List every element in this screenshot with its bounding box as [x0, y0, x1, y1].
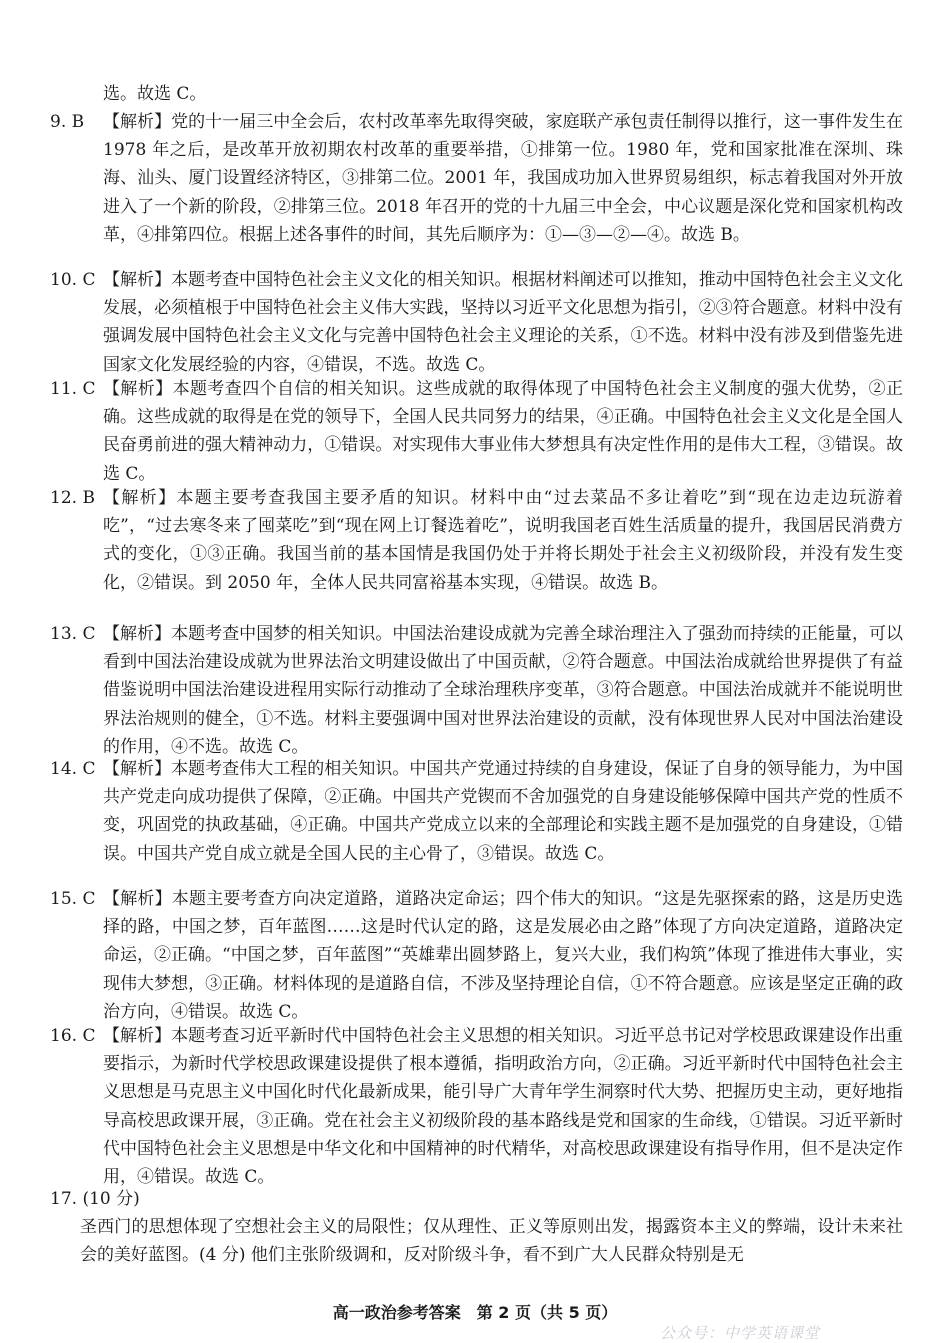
item-explanation: 【解析】本题考查中国特色社会主义文化的相关知识。根据材料阐述可以推知，推动中国特色社会主义文化发展，必须植根于中国特色社会主义伟大实践，坚持以习近平文化思想为指引，②③符合题意。材料中没有强调发展中国特色社会主义文化与完善中国特色社会主义理论的关系，①不选。材料中没有涉及到借鉴先进国家文化发展经验的内容，④错误，不选。故选 C。: [103, 270, 903, 375]
item-number: 16. C: [50, 1026, 96, 1046]
item-number: 12. B: [50, 488, 95, 508]
answer-item-15: [50, 885, 903, 1026]
item-explanation: 【解析】本题主要考查我国主要矛盾的知识。材料中由“过去菜品不多让着吃”到“现在边走边玩游着吃”，“过去寒冬来了囤菜吃”到“现在网上订餐选着吃”，说明我国老百姓生活质量的提升，我国居民消费方式的变化，①③正确。我国当前的基本国情是我国仍处于并将长期处于社会主义初级阶段，并没有发生变化，②错误。到 2050 年，全体人民共同富裕基本实现，④错误。故选 B。: [103, 488, 903, 593]
answer-item-13: [50, 620, 903, 761]
item-number: 11. C: [50, 379, 96, 399]
item-score: (10 分): [82, 1189, 140, 1209]
item-explanation: 【解析】本题考查习近平新时代中国特色社会主义思想的相关知识。习近平总书记对学校思政课建设作出重要指示，为新时代学校思政课建设提供了根本遵循，指明政治方向，②正确。习近平新时代中国特色社会主义思想是马克思主义中国化时代化最新成果，能引导广大青年学生洞察时代大势、把握历史主动，更好地指导高校思政课开展，③正确。党在社会主义初级阶段的基本路线是党和国家的生命线，①错误。习近平新时代中国特色社会主义思想是中华文化和中国精神的时代精华，对高校思政课建设有指导作用，但不是决定作用，④错误。故选 C。: [103, 1026, 903, 1188]
item-number: 15. C: [50, 889, 96, 909]
item-number: 13. C: [50, 624, 96, 644]
answer-item-12: [50, 484, 903, 597]
item-explanation: 【解析】本题考查中国梦的相关知识。中国法治建设成就为完善全球治理注入了强劲而持续的正能量，可以看到中国法治建设成就为世界法治文明建设做出了中国贡献，②符合题意。中国法治成就给世界提供了有益借鉴说明中国法治建设进程用实际行动推动了全球治理秩序变革，③符合题意。中国法治成就并不能说明世界法治规则的健全，①不选。材料主要强调中国对世界法治建设的贡献，没有体现世界人民对中国法治建设的作用，④不选。故选 C。: [103, 624, 903, 757]
answer-item-14: [50, 755, 903, 868]
answer-item-16: [50, 1022, 903, 1191]
page-footer: 高一政治参考答案 第 2 页（共 5 页）: [332, 1303, 618, 1322]
item-number: 10. C: [50, 270, 96, 290]
item-number: 14. C: [50, 759, 96, 779]
item-explanation: 【解析】党的十一届三中全会后，农村改革率先取得突破，家庭联产承包责任制得以推行，这一事件发生在 1978 年之后，是改革开放初期农村改革的重要举措，①排第一位。1980 年，党和国家批准在深圳、珠海、汕头、厦门设置经济特区，③排第二位。2001 年，我国成功加入世界贸易组织，标志着我国对外开放进入了一个新的阶段，②排第三位。2018 年召开的党的十九届三中全会，中心议题是深化党和国家机构改革，④排第四位。根据上述各事件的时间，其先后顺序为：①—③—②—④。故选 B。: [103, 112, 903, 245]
answer-item-10: [50, 266, 903, 379]
answer-item-9: [50, 108, 903, 249]
item-number: 17.: [50, 1189, 78, 1209]
item-explanation: 【解析】本题考查四个自信的相关知识。这些成就的取得体现了中国特色社会主义制度的强大优势，②正确。这些成就的取得是在党的领导下，全国人民共同努力的结果，④正确。中国特色社会主义文化是全国人民奋勇前进的强大精神动力，①错误。对实现伟大事业伟大梦想具有决定性作用的是伟大工程，③错误。故选 C。: [103, 379, 903, 484]
item-explanation: 圣西门的思想体现了空想社会主义的局限性；仅从理性、正义等原则出发，揭露资本主义的弊端，设计未来社会的美好蓝图。(4 分) 他们主张阶级调和，反对阶级斗争，看不到广大人民群众特别是无: [80, 1217, 903, 1266]
item-explanation: 【解析】本题考查伟大工程的相关知识。中国共产党通过持续的自身建设，保证了自身的领导能力，为中国共产党走向成功提供了保障，②正确。中国共产党锲而不舍加强党的自身建设能够保障中国共产党的性质不变，巩固党的执政基础，④正确。中国共产党成立以来的全部理论和实践主题不是加强党的自身建设，①错误。中国共产党自成立就是全国人民的主心骨了，③错误。故选 C。: [103, 759, 903, 864]
item-number: 9. B: [50, 112, 85, 132]
answer-item-17: [50, 1185, 903, 1270]
item-explanation: 【解析】本题主要考查方向决定道路，道路决定命运；四个伟大的知识。“这是先驱探索的路，这是历史选择的路，中国之梦，百年蓝图……这是时代认定的路，这是发展必由之路”体现了方向决定道路，道路决定命运，②正确。“中国之梦，百年蓝图”“英雄辈出圆梦路上，复兴大业，我们构筑”体现了推进伟大事业，实现伟大梦想，③正确。材料体现的是道路自信，不涉及坚持理论自信，①不符合题意。应该是坚定正确的政治方向，④错误。故选 C。: [103, 889, 903, 1022]
continuation-text: 选。故选 C。: [103, 84, 207, 104]
watermark: 公众号：中学英语课堂: [660, 1324, 821, 1342]
answer-item-11: [50, 375, 903, 488]
